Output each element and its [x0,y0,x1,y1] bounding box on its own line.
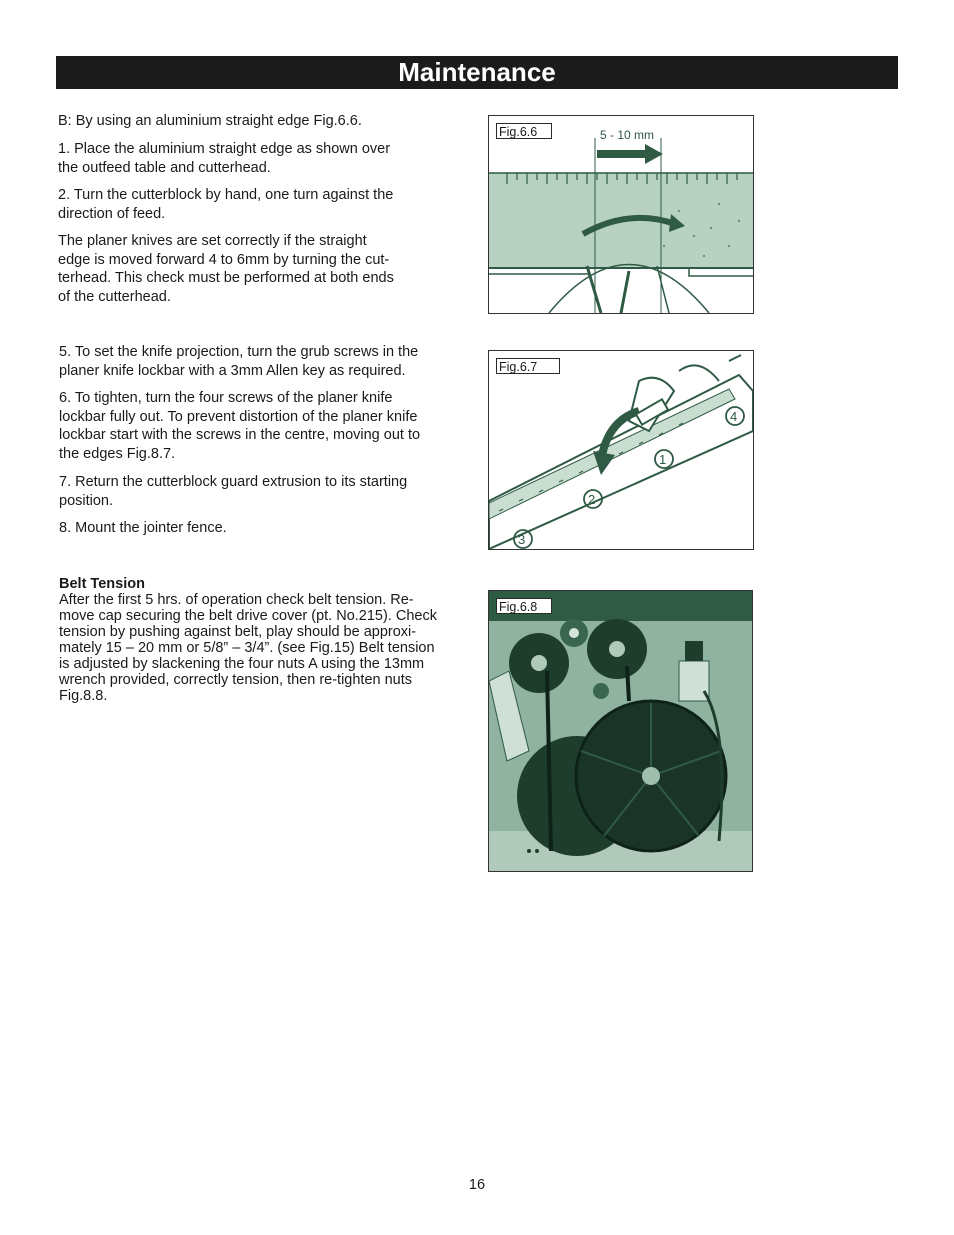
step-6-line: the edges Fig.8.7. [59,445,176,462]
belt-tension-heading: Belt Tension [59,576,145,592]
figure-6-7-label: Fig.6.7 [496,358,560,374]
step-1-text [58,140,390,177]
straight-edge-illustration [489,116,753,313]
step-7-text [59,473,407,510]
belt-line: move cap securing the belt drive cover (pt. No.215). Check [59,608,437,624]
step-2-line: 2. Turn the cutterblock by hand, one turn against the [58,187,394,203]
belt-line: mately 15 – 20 mm or 5/8” – 3/4”. (see Fig.15) Belt tension [59,640,435,656]
belt-line: tension by pushing against belt, play should be approxi- [59,624,417,640]
note-line: of the cutterhead. [58,288,171,305]
knife-lockbar-illustration [489,351,753,549]
step-2-line: direction of feed. [58,205,166,222]
marker-1: 1 [659,452,667,467]
page-title: Maintenance [56,56,898,89]
step-5-text [59,343,418,380]
note-line: terhead. This check must be performed at both ends [58,270,394,286]
belt-line: wrench provided, correctly tension, then re-tighten nuts [59,672,413,688]
step-6-line: lockbar fully out. To prevent distortion of the planer knife [59,408,418,425]
dimension-label: 5 - 10 mm [600,128,655,142]
marker-3: 3 [518,532,526,547]
marker-2: 2 [588,492,596,507]
belt-line: Fig.8.8. [59,688,108,704]
step-1-line: 1. Place the aluminium straight edge as shown over [58,141,391,157]
belt-tension-text [59,592,437,704]
step-8-text: 8. Mount the jointer fence. [59,520,227,536]
step-1-line: the outfeed table and cutterhead. [58,159,271,176]
belt-line: is adjusted by slackening the four nuts A using the 13mm [59,656,425,672]
note-line: edge is moved forward 4 to 6mm by turning the cut- [58,251,390,268]
figure-6-6 [488,115,754,314]
check-note-text [58,232,394,306]
step-7-line: position. [59,492,114,509]
step-5-line: planer knife lockbar with a 3mm Allen key as required. [59,362,406,379]
step-2-text [58,186,393,223]
figure-6-7 [488,350,754,550]
page-number: 16 [468,1177,486,1193]
step-6-line: 6. To tighten, turn the four screws of the planer knife [59,390,393,406]
step-7-line: 7. Return the cutterblock guard extrusion to its starting [59,474,408,490]
figure-6-6-label: Fig.6.6 [496,123,552,139]
marker-4: 4 [730,409,738,424]
figure-6-8 [488,590,753,872]
belt-drive-photo [489,591,752,871]
step-5-line: 5. To set the knife projection, turn the grub screws in the [59,344,419,360]
figure-6-8-label: Fig.6.8 [496,598,552,614]
section-b-intro: B: By using an aluminium straight edge Fig.6.6. [58,113,362,129]
belt-line: After the first 5 hrs. of operation check belt tension. Re- [59,592,414,608]
note-line: The planer knives are set correctly if the straight [58,233,367,249]
step-6-line: lockbar start with the screws in the centre, moving out to [59,427,421,443]
step-6-text [59,389,420,463]
